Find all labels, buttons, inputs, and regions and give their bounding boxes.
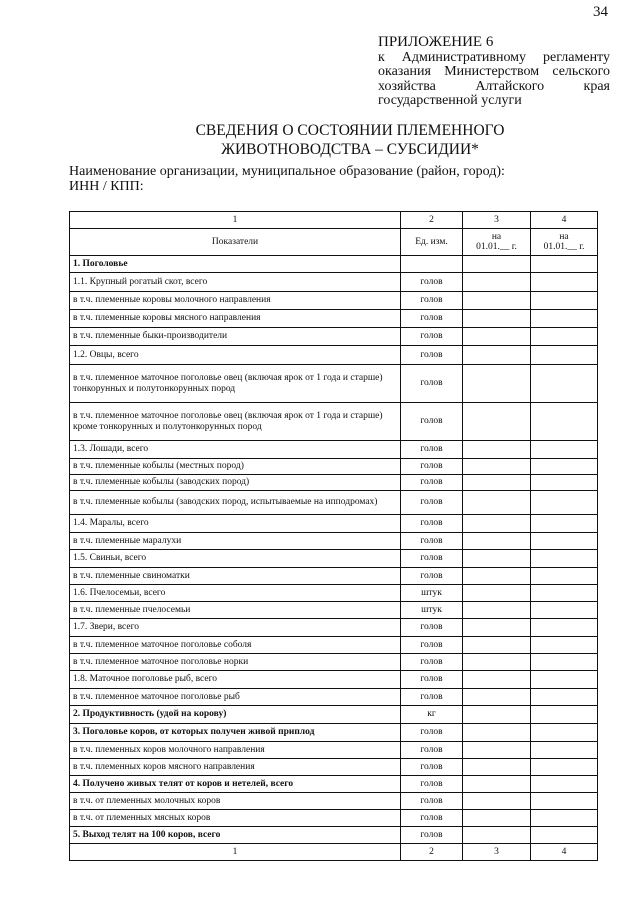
table-row [70,550,598,568]
document-title-line: СВЕДЕНИЯ О СОСТОЯНИИ ПЛЕМЕННОГО [195,122,505,139]
table-row [70,310,598,328]
value-cell-col3[interactable] [463,491,531,515]
value-cell-col4[interactable] [531,654,598,671]
unit-cell: голов [401,459,463,475]
value-cell-col3[interactable] [463,602,531,619]
value-cell-col3[interactable] [463,441,531,459]
value-cell-col4[interactable] [531,568,598,585]
unit-cell: голов [401,533,463,550]
value-cell-col3[interactable] [463,459,531,475]
indicator-cell: 1. Поголовье [70,256,401,273]
unit-cell: голов [401,441,463,459]
value-cell-col3[interactable] [463,724,531,742]
unit-cell: голов [401,568,463,585]
indicator-cell: 1.1. Крупный рогатый скот, всего [70,273,401,292]
indicator-cell: 3. Поголовье коров, от которых получен живой приплод [70,724,401,742]
value-cell-col3[interactable] [463,256,531,273]
appendix-line: оказания Министерством сельского [378,64,610,79]
indicator-cell: в т.ч. племенные кобылы (местных пород) [70,459,401,475]
unit-cell: голов [401,292,463,310]
unit-cell: голов [401,671,463,689]
value-cell-col4[interactable] [531,365,598,403]
column-number-cell: 4 [531,844,598,861]
unit-cell: голов [401,724,463,742]
value-cell-col3[interactable] [463,568,531,585]
indicator-cell: 1.2. Овцы, всего [70,346,401,365]
appendix-title: ПРИЛОЖЕНИЕ 6 [378,34,494,50]
table-row [70,365,598,403]
value-cell-col3[interactable] [463,273,531,292]
value-cell-col3[interactable] [463,550,531,568]
table-row [70,742,598,759]
value-cell-col3[interactable] [463,533,531,550]
value-cell-col3[interactable] [463,328,531,346]
table-row [70,689,598,706]
indicator-cell: в т.ч. племенные быки-производители [70,328,401,346]
column-number-footer-row [70,844,598,861]
date-header-bottom: 01.01.__ г. [543,242,585,252]
value-cell-col4[interactable] [531,273,598,292]
date-header-top: на [559,231,569,242]
value-cell-col3[interactable] [463,585,531,602]
table-row [70,637,598,654]
table-row [70,491,598,515]
value-cell-col3[interactable] [463,310,531,328]
value-cell-col4[interactable] [531,585,598,602]
appendix-line: к Административному регламенту [378,49,610,65]
indicator-cell: 2. Продуктивность (удой на корову) [70,706,401,724]
unit-cell: голов [401,346,463,365]
value-cell-col3[interactable] [463,619,531,637]
table-row [70,585,598,602]
indicator-cell: 1.4. Маралы, всего [70,515,401,533]
table-row [70,654,598,671]
value-cell-col3[interactable] [463,759,531,776]
value-cell-col4[interactable] [531,475,598,491]
indicator-cell: в т.ч. племенное маточное поголовье соболя [70,637,401,654]
unit-cell: голов [401,793,463,810]
column-number-cell: 4 [531,212,598,229]
table-row [70,776,598,793]
indicator-cell: в т.ч. племенные коровы мясного направления [70,310,401,328]
value-cell-col4[interactable] [531,403,598,441]
indicator-cell: в т.ч. племенное маточное поголовье овец (включая ярок от 1 года и старше) кроме тонкорунных и полутонкорунных пород [70,403,401,441]
value-cell-col4[interactable] [531,742,598,759]
indicator-cell: в т.ч. племенное маточное поголовье норки [70,654,401,671]
indicator-cell: в т.ч. племенные пчелосемьи [70,602,401,619]
indicator-cell: 1.6. Пчелосемьи, всего [70,585,401,602]
value-cell-col4[interactable] [531,671,598,689]
unit-cell: голов [401,689,463,706]
indicator-cell: в т.ч. племенное маточное поголовье овец (включая ярок от 1 года и старше) тонкорунных и полутонкорунных пород [70,365,401,403]
unit-cell: голов [401,776,463,793]
value-cell-col4[interactable] [531,793,598,810]
unit-cell: голов [401,759,463,776]
value-cell-col3[interactable] [463,654,531,671]
unit-cell: голов [401,515,463,533]
unit-cell: голов [401,827,463,844]
value-cell-col4[interactable] [531,292,598,310]
value-cell-col4[interactable] [531,689,598,706]
value-cell-col4[interactable] [531,491,598,515]
date-header-bottom: 01.01.__ г. [476,242,517,252]
indicator-cell: 4. Получено живых телят от коров и нетелей, всего [70,776,401,793]
indicator-cell: 1.7. Звери, всего [70,619,401,637]
table-row [70,256,598,273]
unit-cell: голов [401,273,463,292]
value-cell-col4[interactable] [531,776,598,793]
column-number-cell: 1 [70,212,401,229]
value-cell-col4[interactable] [531,533,598,550]
unit-cell: голов [401,328,463,346]
value-cell-col4[interactable] [531,346,598,365]
date-header-col3 [463,229,531,256]
table-row [70,602,598,619]
unit-cell: голов [401,654,463,671]
appendix-line: хозяйства Алтайского края [378,78,610,94]
indicator-cell: в т.ч. племенное маточное поголовье рыб [70,689,401,706]
inn-label: ИНН / КПП: [69,179,144,194]
value-cell-col4[interactable] [531,459,598,475]
unit-header: Ед. изм. [401,229,463,256]
value-cell-col4[interactable] [531,310,598,328]
unit-cell: голов [401,619,463,637]
indicator-cell: в т.ч. племенные маралухи [70,533,401,550]
column-number-cell: 3 [463,212,531,229]
unit-cell: голов [401,810,463,827]
column-number-row [70,212,598,229]
unit-cell [401,256,463,273]
table-row [70,759,598,776]
unit-cell: голов [401,403,463,441]
column-number-cell: 1 [70,844,401,861]
value-cell-col4[interactable] [531,759,598,776]
value-cell-col3[interactable] [463,671,531,689]
appendix-line: государственной услуги [378,93,522,108]
unit-cell: голов [401,550,463,568]
indicator-cell: 1.8. Маточное поголовье рыб, всего [70,671,401,689]
table-row [70,328,598,346]
value-cell-col3[interactable] [463,793,531,810]
table-row [70,441,598,459]
indicator-cell: 1.5. Свиньи, всего [70,550,401,568]
page-number: 34 [593,4,608,20]
indicator-cell: в т.ч. племенные кобылы (заводских пород, испытываемые на ипподромах) [70,491,401,515]
value-cell-col3[interactable] [463,515,531,533]
value-cell-col4[interactable] [531,602,598,619]
table-row [70,724,598,742]
livestock-table [69,211,598,861]
value-cell-col4[interactable] [531,827,598,844]
date-header-col4 [531,229,598,256]
value-cell-col3[interactable] [463,637,531,654]
value-cell-col3[interactable] [463,292,531,310]
value-cell-col4[interactable] [531,637,598,654]
value-cell-col3[interactable] [463,706,531,724]
document-title [60,121,640,159]
header-row [70,229,598,256]
value-cell-col3[interactable] [463,475,531,491]
unit-cell: голов [401,365,463,403]
indicator-cell: в т.ч. племенных коров молочного направления [70,742,401,759]
date-header-top: на [491,231,502,242]
column-number-cell: 3 [463,844,531,861]
table-row [70,292,598,310]
value-cell-col4[interactable] [531,619,598,637]
value-cell-col3[interactable] [463,810,531,827]
table-row [70,459,598,475]
indicator-header: Показатели [70,229,401,256]
unit-cell: штук [401,602,463,619]
table-row [70,515,598,533]
unit-cell: голов [401,475,463,491]
table-row [70,568,598,585]
table-row [70,475,598,491]
value-cell-col4[interactable] [531,328,598,346]
indicator-cell: в т.ч. племенные коровы молочного направления [70,292,401,310]
value-cell-col4[interactable] [531,256,598,273]
column-number-cell: 2 [401,844,463,861]
value-cell-col4[interactable] [531,441,598,459]
indicator-cell: 5. Выход телят на 100 коров, всего [70,827,401,844]
table-row [70,403,598,441]
unit-cell: голов [401,637,463,654]
organization-info [69,164,505,194]
value-cell-col3[interactable] [463,689,531,706]
value-cell-col3[interactable] [463,776,531,793]
value-cell-col3[interactable] [463,346,531,365]
table-row [70,706,598,724]
org-name-label: Наименование организации, муниципальное образование (район, город): [69,164,505,179]
indicator-cell: в т.ч. племенные свиноматки [70,568,401,585]
table-row [70,827,598,844]
unit-cell: кг [401,706,463,724]
indicator-cell: в т.ч. от племенных молочных коров [70,793,401,810]
value-cell-col4[interactable] [531,810,598,827]
indicator-cell: в т.ч. племенных коров мясного направления [70,759,401,776]
table-row [70,793,598,810]
value-cell-col4[interactable] [531,706,598,724]
value-cell-col3[interactable] [463,742,531,759]
value-cell-col3[interactable] [463,403,531,441]
unit-cell: штук [401,585,463,602]
value-cell-col3[interactable] [463,365,531,403]
value-cell-col4[interactable] [531,550,598,568]
table-row [70,346,598,365]
indicator-cell: в т.ч. от племенных мясных коров [70,810,401,827]
column-number-cell: 2 [401,212,463,229]
value-cell-col4[interactable] [531,724,598,742]
value-cell-col3[interactable] [463,827,531,844]
indicator-cell: 1.3. Лошади, всего [70,441,401,459]
table-row [70,671,598,689]
value-cell-col4[interactable] [531,515,598,533]
unit-cell: голов [401,491,463,515]
appendix-block [378,35,610,109]
unit-cell: голов [401,742,463,759]
table-row [70,533,598,550]
unit-cell: голов [401,310,463,328]
table-row [70,810,598,827]
table-row [70,273,598,292]
document-title-line: ЖИВОТНОВОДСТВА – СУБСИДИИ* [221,141,479,158]
table-row [70,619,598,637]
indicator-cell: в т.ч. племенные кобылы (заводских пород) [70,475,401,491]
